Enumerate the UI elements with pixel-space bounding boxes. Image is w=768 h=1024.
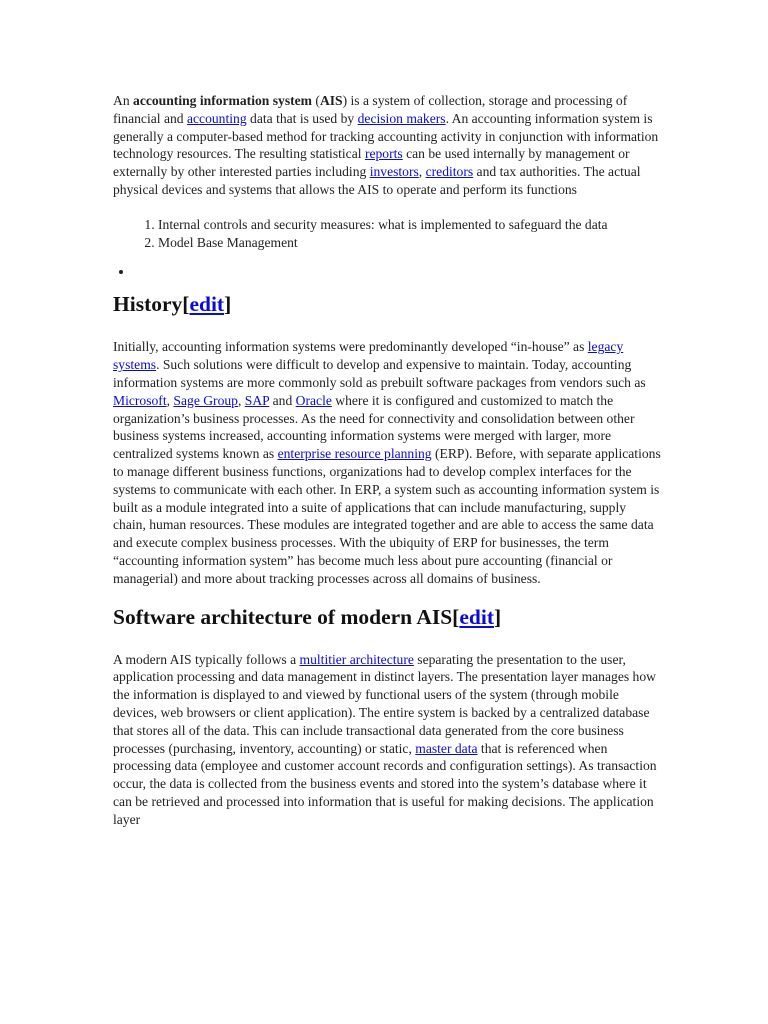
link-creditors[interactable]: creditors xyxy=(425,164,474,180)
term-accounting-information-system: accounting information system xyxy=(133,93,312,108)
bracket: [ xyxy=(452,604,460,629)
link-master-data[interactable]: master data xyxy=(415,740,478,756)
empty-list-item xyxy=(134,263,661,281)
history-text: , xyxy=(237,392,245,408)
architecture-paragraph xyxy=(113,651,661,829)
article-page xyxy=(113,92,661,829)
history-text: , xyxy=(166,392,174,408)
intro-text: can be used internally by management or externally by other interested parties including xyxy=(113,146,630,180)
history-text: and xyxy=(269,392,296,408)
intro-text: An xyxy=(113,93,134,108)
link-enterprise-resource-planning[interactable]: enterprise resource planning xyxy=(277,446,432,462)
link-reports[interactable]: reports xyxy=(364,146,403,162)
history-text: Initially, accounting information systems were predominantly developed “in-house” as xyxy=(113,339,588,355)
link-multitier-architecture[interactable]: multitier architecture xyxy=(299,651,414,667)
history-text: where it is configured and customized to match the organization’s business processes. As the need for connectivity and consolidation between other business systems increased, accounting information systems were merged with larger, more centralized systems known as xyxy=(113,392,635,462)
link-decision-makers[interactable]: decision makers xyxy=(357,110,446,126)
intro-text: data that is used by xyxy=(246,110,358,126)
bracket: ] xyxy=(493,604,502,629)
empty-bullet-list xyxy=(113,263,661,281)
link-sap[interactable]: SAP xyxy=(244,392,270,408)
link-legacy-systems[interactable]: legacy systems xyxy=(113,339,624,373)
link-oracle[interactable]: Oracle xyxy=(295,392,332,408)
link-accounting[interactable]: accounting xyxy=(186,110,247,126)
intro-text: . An accounting information system is generally a computer-based method for tracking accounting activity in conjunction with information technology resources. The resulting statistical xyxy=(113,110,659,162)
bracket: ] xyxy=(224,292,232,317)
list-item: 2. Model Base Management xyxy=(158,234,661,252)
architecture-text: that is referenced when processing data (employee and customer account records and configuration settings). As transaction occur, the data is collected from the business events and stored into the system’s database where it can be retrieved and processed into information that is useful for making decisions. The application layer xyxy=(113,740,657,827)
architecture-text: A modern AIS typically follows a xyxy=(113,651,300,667)
bracket: [ xyxy=(182,292,190,317)
intro-text: and tax authorities. The actual physical devices and systems that allows the AIS to operate and perform its functions xyxy=(113,164,641,197)
section-title: Software architecture of modern AIS xyxy=(113,604,453,629)
link-sage-group[interactable]: Sage Group xyxy=(173,392,238,408)
architecture-text: separating the presentation to the user, application processing and data management in distinct layers. The presentation layer manages how the information is displayed to and viewed by functional users of the system (through mobile devices, web browsers or client application). The entire system is backed by a centralized database that stores all of the data. This can include transactional data generated from the core business processes (purchasing, inventory, accounting) or static, xyxy=(113,651,656,756)
edit-architecture-link[interactable]: edit xyxy=(459,604,494,629)
history-paragraph xyxy=(113,338,661,587)
link-investors[interactable]: investors xyxy=(369,164,419,180)
history-text: (ERP). Before, with separate applications to manage different business functions, organizations had to develop complex interfaces for the systems to communicate with each other. In ERP, a system such as accounting information system is built as a module integrated into a suite of applications that can include manufacturing, supply chain, human resources. These modules are integrated together and are able to access the same data and execute complex business processes. With the ubiquity of ERP for businesses, the term “accounting information system” has become much less about pure accounting (financial or managerial) and more about tracking processes across all domains of business. xyxy=(113,446,661,586)
section-title: History xyxy=(113,292,183,317)
intro-paragraph xyxy=(113,92,661,199)
intro-text: , xyxy=(418,164,426,180)
intro-text: ) is a system of collection, storage and processing of financial and xyxy=(113,93,628,126)
link-microsoft[interactable]: Microsoft xyxy=(113,392,167,408)
edit-history-link[interactable]: edit xyxy=(189,292,225,317)
features-list xyxy=(113,216,661,252)
history-heading xyxy=(113,291,661,318)
history-text: . Such solutions were difficult to develop and expensive to maintain. Today, accounting information systems are more commonly sold as prebuilt software packages from vendors such as xyxy=(113,357,646,390)
architecture-heading xyxy=(113,604,661,631)
list-item: 1. Internal controls and security measures: what is implemented to safeguard the data xyxy=(158,216,661,234)
term-ais: AIS xyxy=(319,93,343,108)
intro-text: ( xyxy=(312,93,320,108)
